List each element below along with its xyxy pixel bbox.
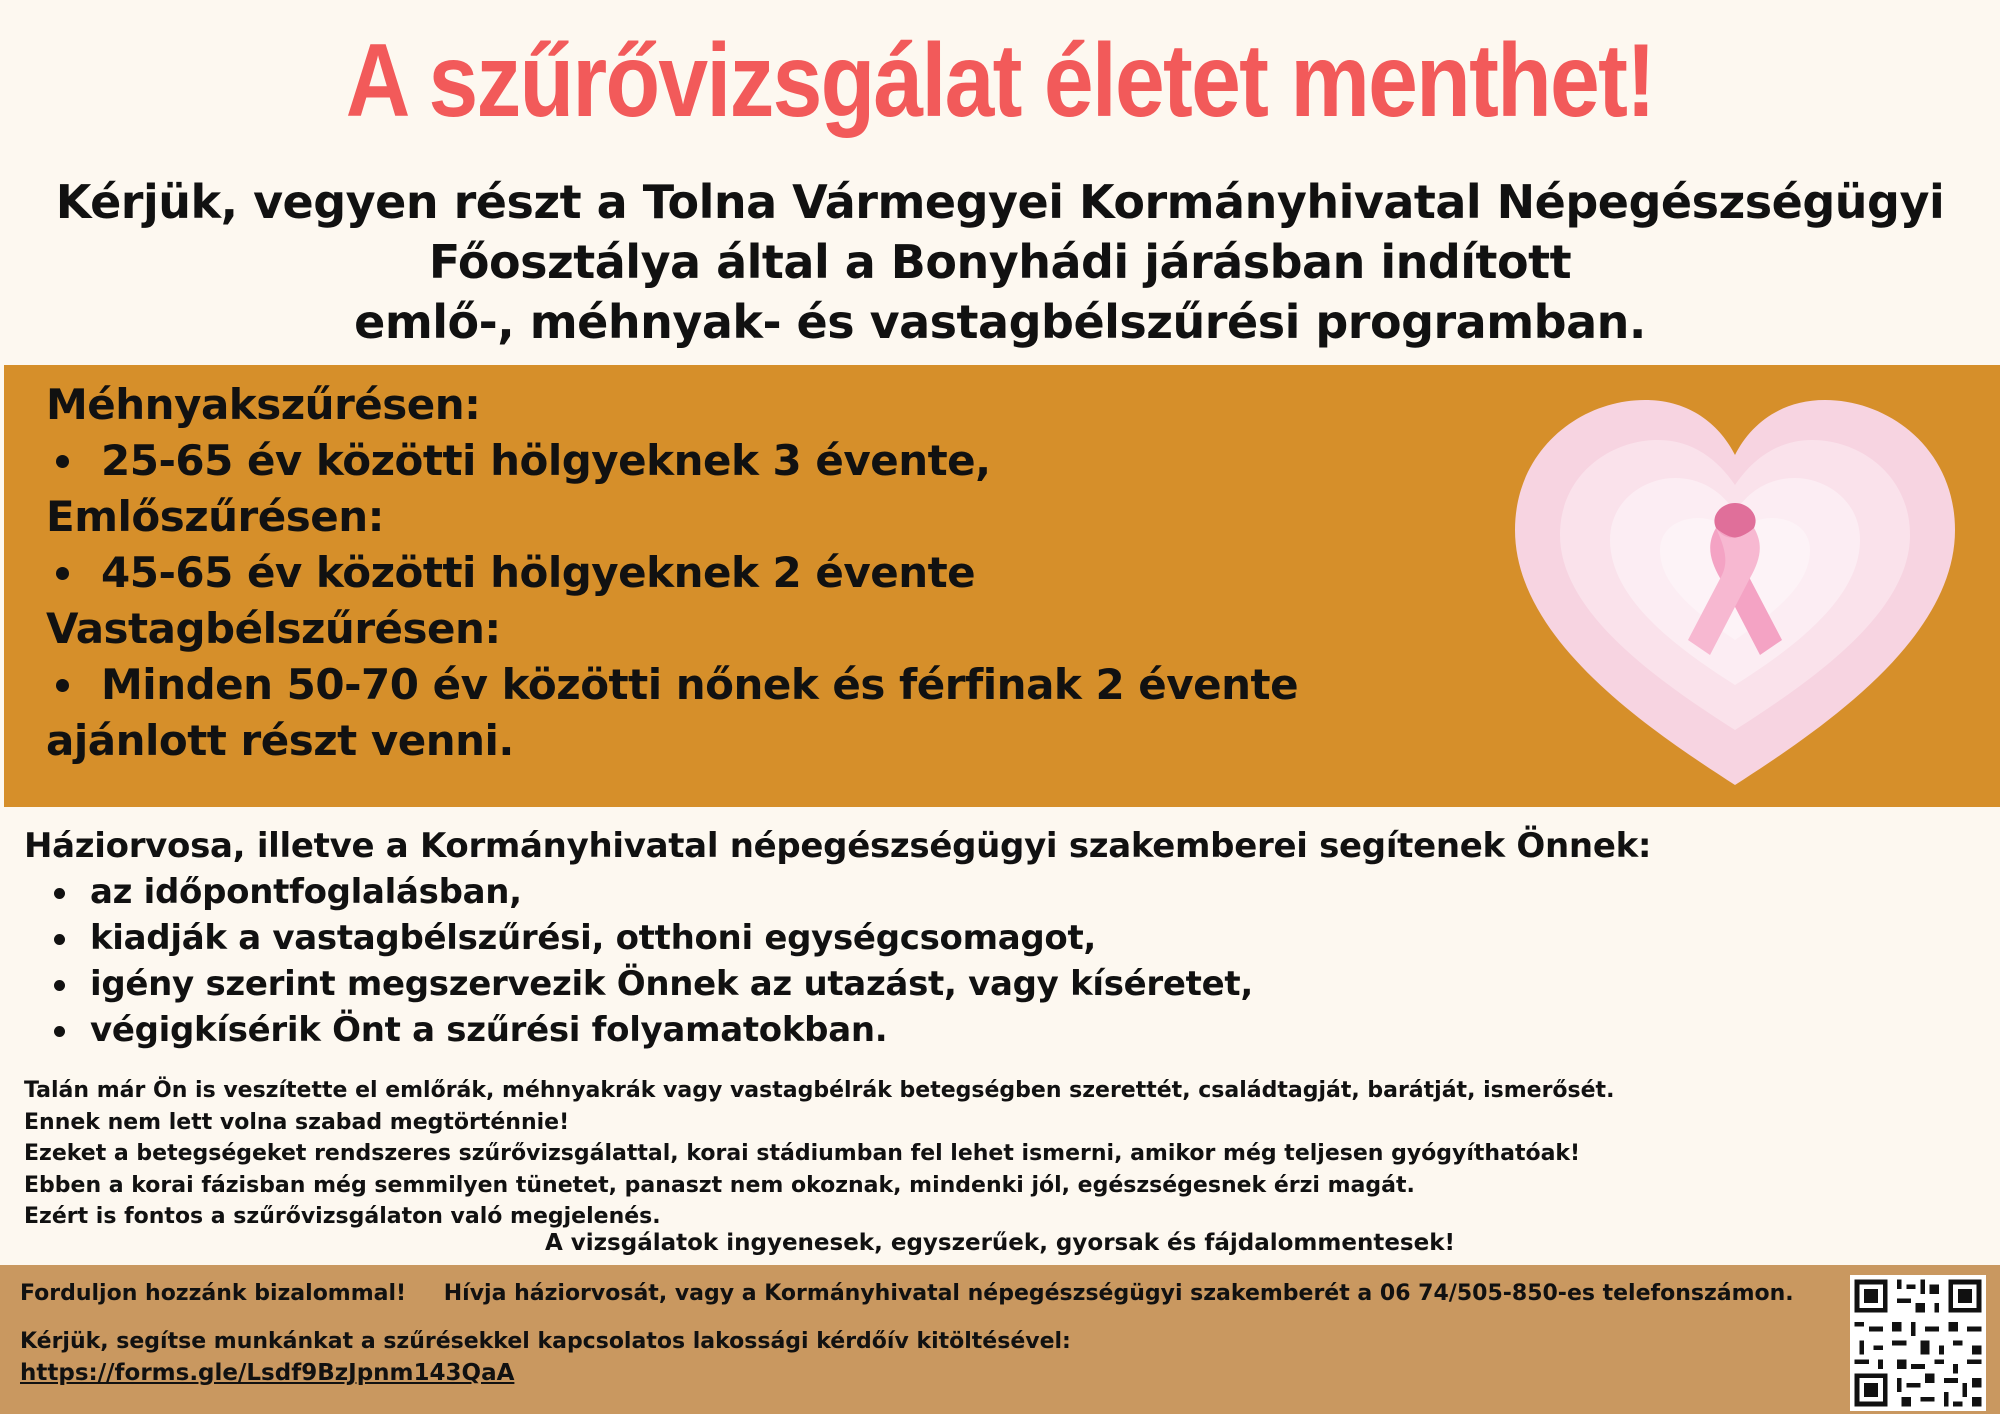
qr-code-icon[interactable]	[1850, 1275, 1986, 1411]
story-text	[24, 1075, 1614, 1233]
trust-text: Forduljon hozzánk bizalommal!	[20, 1281, 407, 1306]
breast-heading: Emlőszűrésen:	[46, 492, 384, 541]
colon-item: Minden 50-70 év közötti nőnek és férfinak 2 évente	[46, 657, 1298, 713]
story-line: Ebben a korai fázisban még semmilyen tünetet, panaszt nem okoznak, mindenki jól, egészségesnek érzi magát.	[24, 1172, 1415, 1198]
help-item: kiadják a vastagbélszűrési, otthoni egységcsomagot,	[24, 915, 1651, 961]
closing-text: ajánlott részt venni.	[46, 716, 514, 765]
pink-heart-ribbon-icon	[1510, 400, 1960, 790]
intro-line-1: Kérjük, vegyen részt a Tolna Vármegyei Kormányhivatal Népegészségügyi	[55, 175, 1945, 229]
help-item: végigkísérik Önt a szűrési folyamatokban.	[24, 1007, 1651, 1053]
story-line: Ennek nem lett volna szabad megtörténnie!	[24, 1109, 570, 1135]
help-section	[24, 823, 1651, 1053]
breast-item: 45-65 év közötti hölgyeknek 2 évente	[46, 545, 1298, 601]
survey-text: Kérjük, segítse munkánkat a szűrésekkel kapcsolatos lakossági kérdőív kitöltésével:	[20, 1329, 1071, 1354]
intro-text	[0, 172, 2000, 352]
contact-line	[20, 1281, 1794, 1306]
contact-footer	[0, 1265, 2000, 1414]
call-text: Hívja háziorvosát, vagy a Kormányhivatal népegészségügyi szakemberét a 06 74/505-850-es telefonszámon.	[443, 1281, 1794, 1306]
help-item: igény szerint megszervezik Önnek az utazást, vagy kíséretet,	[24, 961, 1651, 1007]
story-line: Ezeket a betegségeket rendszeres szűrővizsgálattal, korai stádiumban fel lehet ismerni, amikor még teljesen gyógyíthatóak!	[24, 1141, 1581, 1166]
intro-line-3: emlő-, méhnyak- és vastagbélszűrési programban.	[354, 295, 1646, 349]
survey-link[interactable]: https://forms.gle/Lsdf9BzJpnm143QaA	[20, 1360, 515, 1386]
help-item: az időpontfoglalásban,	[24, 869, 1651, 915]
colon-heading: Vastagbélszűrésen:	[46, 604, 501, 653]
story-line: Ezért is fontos a szűrővizsgálaton való megjelenés.	[24, 1204, 661, 1229]
screening-schedule	[46, 377, 1298, 769]
cervical-item: 25-65 év közötti hölgyeknek 3 évente,	[46, 433, 1298, 489]
cervical-heading: Méhnyakszűrésen:	[46, 380, 481, 429]
help-lead: Háziorvosa, illetve a Kormányhivatal népegészségügyi szakemberei segítenek Önnek:	[24, 826, 1652, 866]
story-line: Talán már Ön is veszítette el emlőrák, méhnyakrák vagy vastagbélrák betegségben szerettét, családtagját, barátját, ismerősét.	[24, 1078, 1615, 1103]
page-title: A szűrővizsgálat életet menthet!	[345, 23, 1655, 139]
free-exam-note: A vizsgálatok ingyenesek, egyszerűek, gyorsak és fájdalommentesek!	[544, 1230, 1456, 1256]
intro-line-2: Főosztálya által a Bonyhádi járásban indított	[428, 235, 1572, 289]
